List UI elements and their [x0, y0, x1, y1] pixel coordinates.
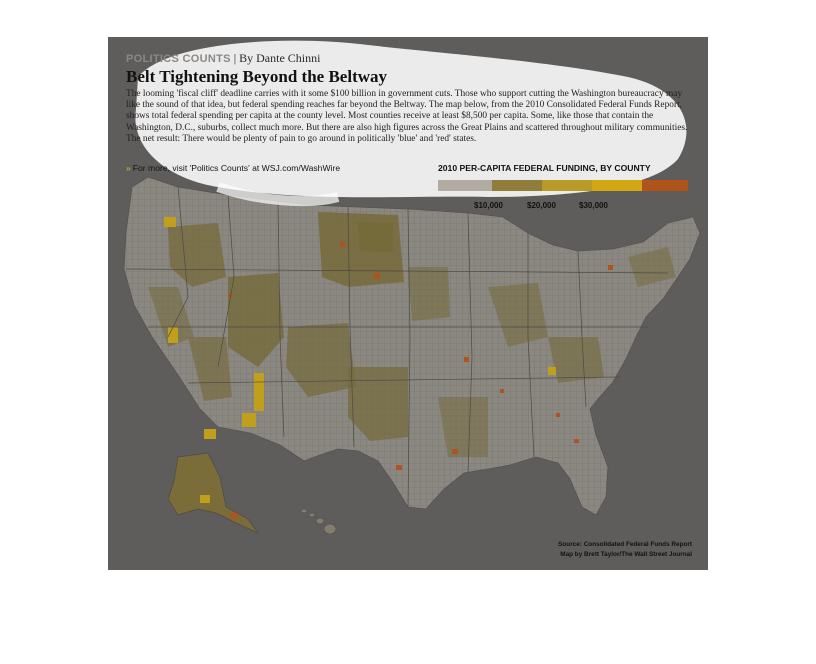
more-link[interactable]	[126, 163, 340, 173]
legend-swatch-2	[492, 180, 542, 191]
legend-swatch-3	[542, 180, 592, 191]
dek-paragraph: The looming 'fiscal cliff' deadline carries with it some $100 billion in government cuts. Those who support cutting the Washington bureaucracy may like the sound of that idea, but federal spending reaches far beyond the Beltway. The map below, from the 2010 Consolidated Federal Funds Report, shows total federal spending per capita at the county level. Most counties receive at least $8,500 per capita. Some, like those that contain the Washington, D.C., suburbs, collect much more. But there are also high figures across the Great Plains and scattered throughout military communities. The net result: There would be plenty of pain to go around in politically 'blue' and 'red' states.	[126, 89, 688, 144]
byline: By Dante Chinni	[239, 51, 321, 65]
source-credit: Source: Consolidated Federal Funds Report	[558, 541, 692, 548]
legend-swatch-1	[438, 180, 492, 191]
legend-label-10000: $10,000	[474, 201, 503, 210]
map-frame	[108, 37, 708, 570]
legend-swatch-4	[592, 180, 642, 191]
map-credit: Map by Brett Taylor/The Wall Street Journal	[560, 551, 692, 558]
headline: Belt Tightening Beyond the Beltway	[126, 67, 388, 86]
legend-title: 2010 PER-CAPITA FEDERAL FUNDING, BY COUNTY	[438, 163, 651, 173]
section-label: POLITICS COUNTS	[126, 53, 231, 65]
credits	[558, 540, 692, 560]
hawaii-shape	[301, 509, 336, 534]
legend-label-30000: $30,000	[579, 201, 608, 210]
double-chevron-icon: »	[126, 163, 131, 173]
article-header	[126, 51, 696, 145]
kicker-separator: |	[233, 51, 237, 65]
more-link-text: For more, visit 'Politics Counts' at WSJ.com/WashWire	[132, 163, 341, 173]
alaska-shape	[168, 453, 258, 533]
kicker-line	[126, 51, 696, 66]
legend-swatch-5	[642, 180, 688, 191]
legend-label-20000: $20,000	[527, 201, 556, 210]
